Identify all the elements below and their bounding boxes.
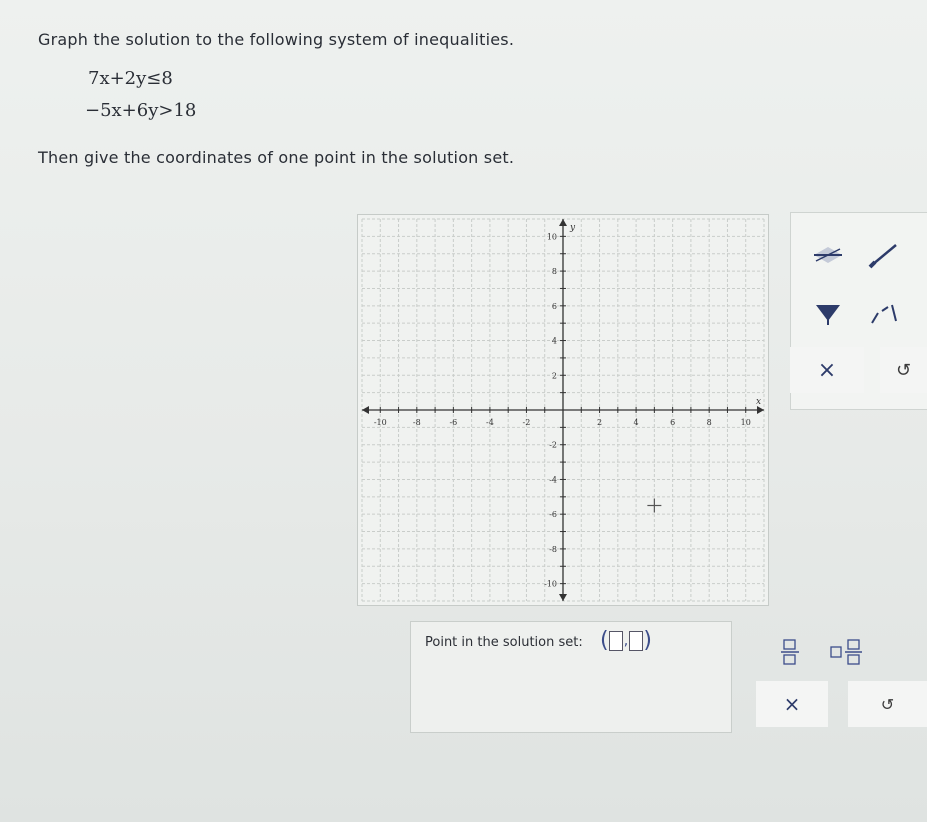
x-axis-arrow-left [362,406,369,414]
shade-region-tool-button[interactable] [801,233,855,277]
mixed-number-icon [829,638,865,666]
line-tool-button[interactable] [857,233,911,277]
coordinate-comma: , [623,633,629,649]
x-axis-arrow-right [757,406,764,414]
graph-panel[interactable] [357,214,769,606]
y-coordinate-input[interactable] [629,631,643,651]
y-tick-label: -2 [549,440,557,450]
pencil-line-icon [866,241,902,269]
answer-clear-button[interactable]: × [756,681,828,727]
x-axis-label: x [756,397,762,407]
shade-region-icon [810,241,846,269]
x-tick-label: 2 [596,418,603,427]
dashed-line-tool-button[interactable] [857,291,911,335]
y-tick-label: 8 [551,267,557,277]
mixed-number-button[interactable] [827,636,867,668]
graph-undo-button[interactable]: ↺ [880,347,927,393]
y-tick-label: 2 [551,371,557,381]
solid-ray-icon [810,299,846,327]
follow-up-prompt: Then give the coordinates of one point in the solution set. [38,148,515,167]
x-tick-label: -8 [412,418,421,427]
y-tick-label: -4 [549,475,557,485]
y-tick-label: 4 [551,336,557,346]
y-tick-label: 6 [551,301,557,311]
coordinate-input[interactable] [600,628,652,654]
x-tick-label: -6 [449,418,458,427]
inequality-2: −5x+6y>18 [85,100,197,121]
x-tick-label: 4 [633,418,639,427]
solid-ray-tool-button[interactable] [801,291,855,335]
x-tick-label: 10 [740,418,751,427]
y-tick-label: 10 [546,232,557,242]
question-prompt: Graph the solution to the following system of inequalities. [38,30,515,49]
graph-clear-button[interactable]: × [790,347,864,393]
x-tick-label: -10 [373,418,387,427]
answer-label: Point in the solution set: [425,635,583,650]
answer-undo-button[interactable]: ↺ [848,681,927,727]
x-tick-label: 6 [670,418,676,427]
dashed-line-icon [866,299,902,327]
fraction-button[interactable] [773,636,807,668]
x-tick-label: -2 [522,418,531,427]
x-tick-label: 8 [706,418,712,427]
y-tick-label: -8 [549,544,557,554]
close-paren: ) [643,628,652,653]
inequality-1: 7x+2y≤8 [88,68,173,89]
y-axis-label: y [570,223,576,233]
y-tick-label: -6 [549,510,557,520]
coordinate-grid[interactable] [358,215,768,605]
fraction-icon [780,638,800,666]
y-tick-label: -10 [544,579,557,589]
open-paren: ( [600,628,609,653]
y-axis-arrow-up [559,219,567,226]
x-tick-label: -4 [486,418,494,427]
x-coordinate-input[interactable] [609,631,623,651]
y-axis-arrow-down [559,594,567,601]
answer-panel [410,621,732,733]
